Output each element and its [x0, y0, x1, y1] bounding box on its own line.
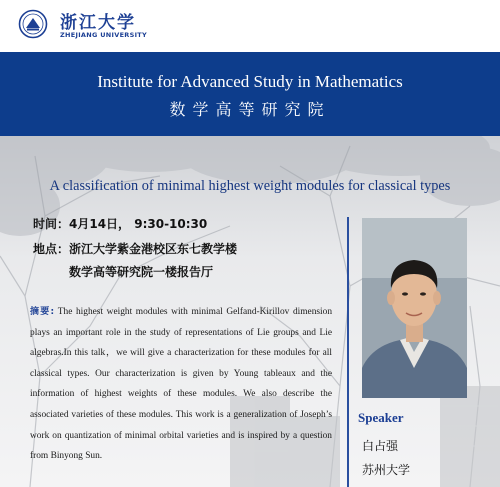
speaker-label: Speaker	[358, 410, 404, 425]
talk-time: 时间：4月14日， 9:30-10:30	[33, 217, 208, 231]
abstract-text: The highest weight modules with minimal Gelfand-Kirillov dimension plays an important role in the study of representations of Lie groups and Lie algebras.In this talk，we will give a characterization for these modules for all classical types. Our characterization is given by Young tableaux and the information of highest weights of these modules. We also describe the associated varieties of these modules. This work is a generalization of Joseph’s work on quantization of minimal orbital varieties and is inspired by a question from Binyong Sun.	[30, 307, 333, 462]
institute-title-en: Institute for Advanced Study in Mathematics	[97, 72, 403, 91]
university-header	[0, 0, 500, 52]
abstract-label: 摘要:	[30, 307, 55, 317]
column-divider	[347, 217, 349, 487]
talk-location-line1: 地点：浙江大学紫金港校区东七教学楼	[33, 242, 238, 256]
university-name-cn: 浙江大学	[60, 13, 136, 33]
speaker-affiliation: 苏州大学	[362, 463, 411, 477]
talk-location-line2: 数学高等研究院一楼报告厅	[69, 265, 214, 279]
abstract	[30, 302, 332, 467]
university-name-en: ZHEJIANG UNIVERSITY	[60, 31, 148, 39]
institute-banner	[0, 52, 500, 136]
speaker-name: 白占强	[362, 439, 399, 453]
talk-title: A classification of minimal highest weight modules for classical types	[49, 178, 451, 194]
institute-title-cn: 数学高等研究院	[169, 100, 331, 119]
speaker-photo	[362, 218, 467, 398]
university-seal-icon	[18, 9, 48, 39]
